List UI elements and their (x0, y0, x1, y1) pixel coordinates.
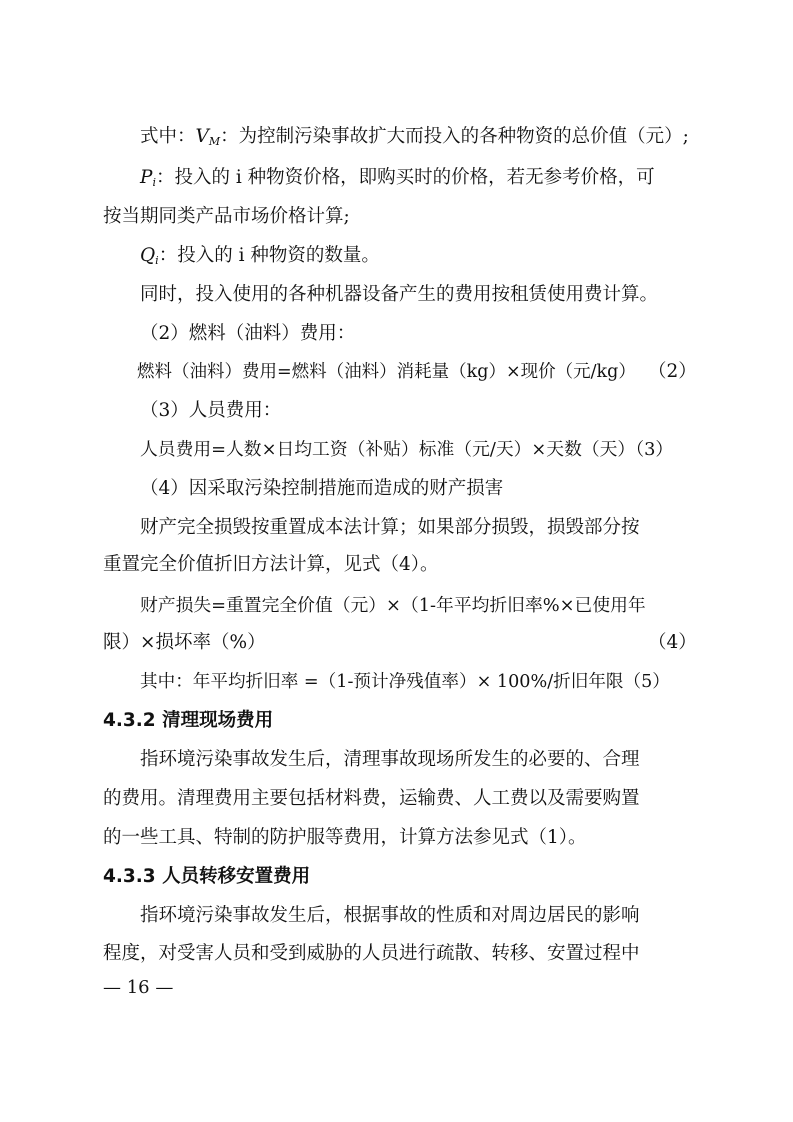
section-heading: 4.3.2 清理现场费用 (103, 710, 274, 731)
formula-line: 财产损失=重置完全价值（元）×（1-年平均折旧率%×已使用年 (140, 595, 646, 616)
text-line: 同时，投入使用的各种机器设备产生的费用按租赁使用费计算。 (140, 284, 659, 305)
text-span: ：投入的 i 种物资价格，即购买时的价格，若无参考价格，可 (155, 167, 655, 188)
subsection-heading: （3）人员费用： (140, 400, 282, 421)
symbol (196, 126, 221, 147)
text-span: ：为控制污染事故扩大而投入的各种物资的总价值（元）; (220, 126, 689, 147)
symbol (140, 167, 156, 188)
symbol-letter: Q (140, 245, 156, 266)
equation-number: （2） (648, 361, 697, 382)
text-line: 的一些工具、特制的防护服等费用，计算方法参见式（1）。 (103, 827, 587, 848)
text-line: 按当期同类产品市场价格计算; (103, 206, 350, 227)
text-line: 财产完全损毁按重置成本法计算；如果部分损毁，损毁部分按 (140, 517, 640, 538)
symbol (140, 245, 159, 266)
equation-number: （4） (648, 632, 697, 653)
text-line (140, 125, 689, 154)
text-line: 的费用。清理费用主要包括材料费，运输费、人工费以及需要购置 (103, 788, 640, 809)
text-line: 程度，对受害人员和受到威胁的人员进行疏散、转移、安置过程中 (103, 943, 640, 964)
text-span: ：投入的 i 种物资的数量。 (158, 245, 380, 266)
text-line: 重置完全价值折旧方法计算，见式（4）。 (103, 554, 439, 575)
page-number: — 16 — (103, 977, 174, 998)
symbol-subscript: i (152, 176, 156, 189)
text-line (140, 244, 380, 273)
symbol-letter: V (195, 126, 209, 147)
text-line: 指环境污染事故发生后，清理事故现场所发生的必要的、合理 (140, 749, 640, 770)
formula-line: 燃料（油料）费用=燃料（油料）消耗量（kg）×现价（元/kg） (137, 362, 636, 382)
subsection-heading: （2）燃料（油料）费用： (140, 323, 356, 344)
section-heading: 4.3.3 人员转移安置费用 (103, 866, 311, 887)
symbol-subscript: i (155, 254, 159, 267)
text-span: 式中： (140, 126, 196, 147)
text-line (140, 166, 655, 195)
symbol-subscript: M (208, 135, 221, 148)
formula-line: 人员费用=人数×日均工资（补贴）标准（元/天）×天数（天）（3） (140, 439, 674, 460)
symbol-letter: P (140, 167, 153, 188)
subsection-heading: （4）因采取污染控制措施而造成的财产损害 (140, 478, 504, 499)
formula-line: 限）×损坏率（%） (103, 632, 266, 653)
text-line: 指环境污染事故发生后，根据事故的性质和对周边居民的影响 (140, 905, 640, 926)
formula-line: 其中：年平均折旧率 =（1-预计净残值率）× 100%/折旧年限（5） (140, 672, 670, 692)
